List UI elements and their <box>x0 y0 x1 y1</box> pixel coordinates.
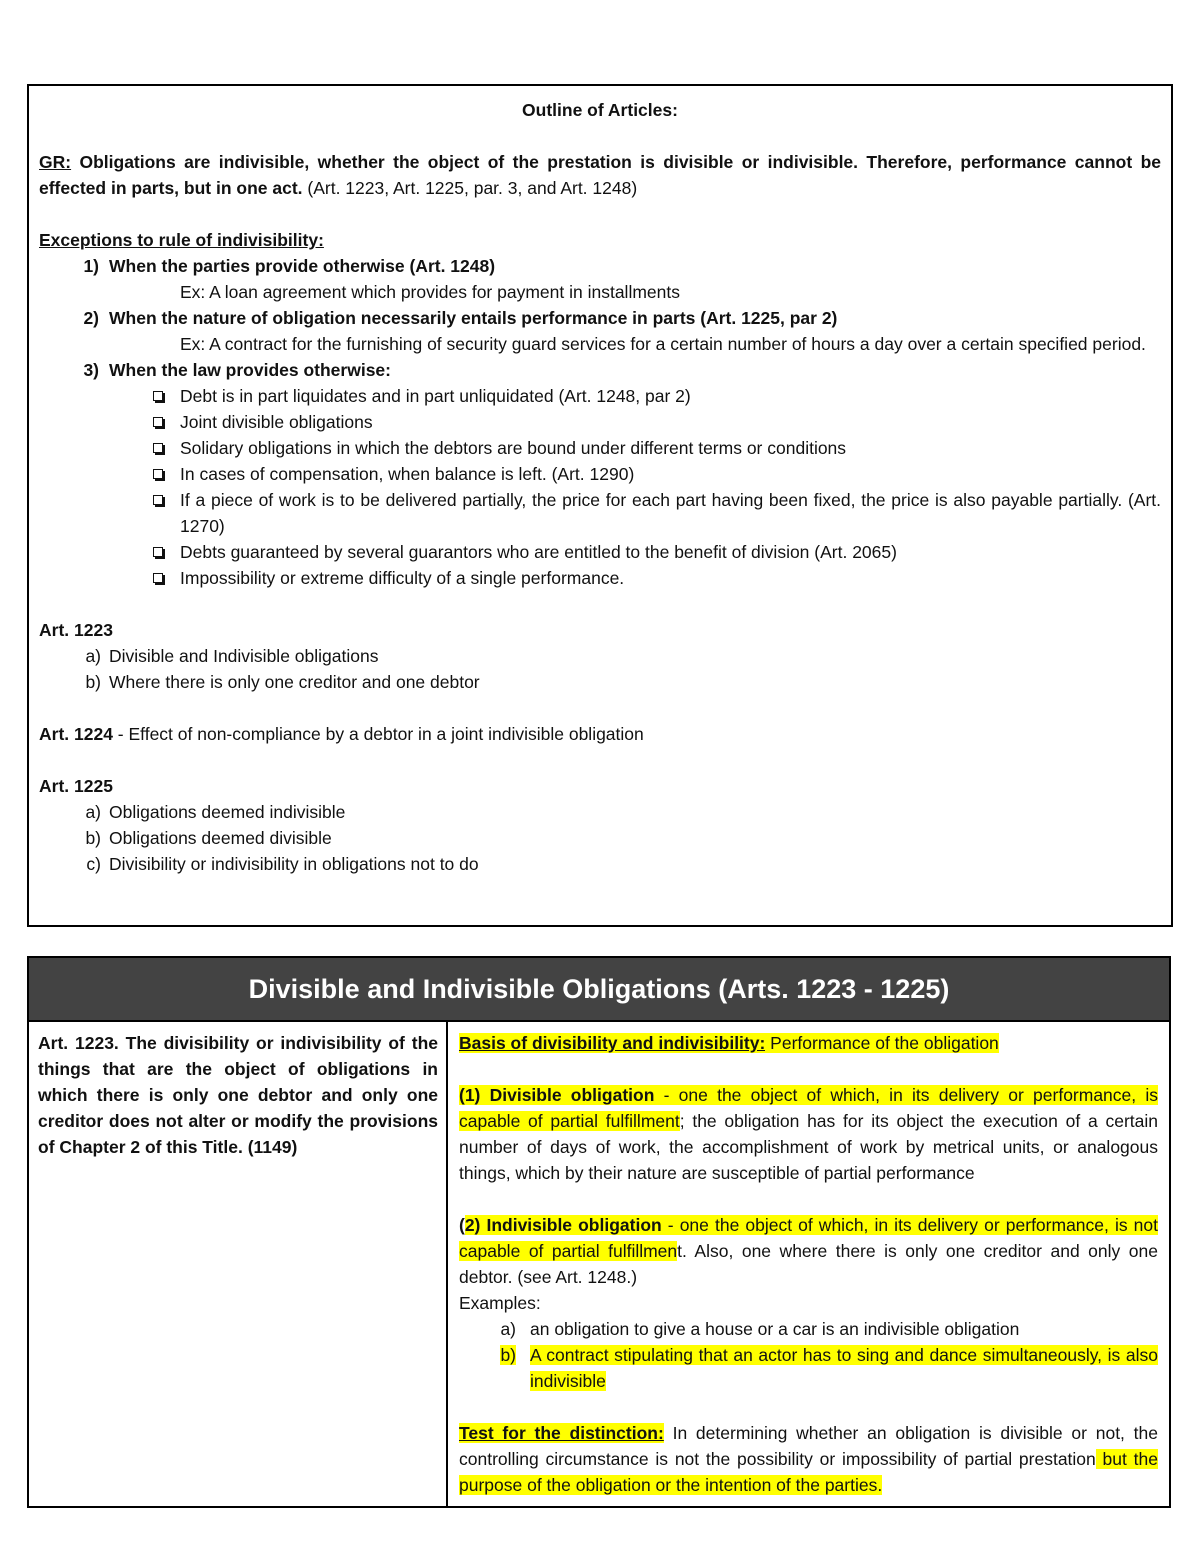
codal-provision: Art. 1223. The divisibility or indivisibility of the things that are the object of obligations in which there is only one debtor and only one creditor does not alter or modify the provisions of Chapter 2 of this Title. (1149) <box>29 1022 448 1508</box>
general-rule: GR: Obligations are indivisible, whether the object of the prestation is divisible or indivisible. Therefore, performance cannot be effected in parts, but in one act. (Art. 1223, Art. 1225, par. 3, and Art. 1248) <box>39 152 1161 198</box>
law-item: Solidary obligations in which the debtors are bound under different terms or conditions <box>39 435 1161 461</box>
example-item: a) an obligation to give a house or a car is an indivisible obligation <box>500 1319 1020 1339</box>
indivisible-definition: (2) Indivisible obligation - one the object of which, in its delivery or performance, is not capable of partial fulfillment. Also, one where there is only one creditor and only one debtor. (see Art. 1248.) <box>459 1215 1159 1287</box>
exception-example: Ex: A contract for the furnishing of security guard services for a certain number of hours a day over a certain specified period. <box>180 334 1146 354</box>
commentary <box>448 1022 1169 1508</box>
art-1225-label: Art. 1225 <box>39 776 113 796</box>
example-item: b) A contract stipulating that an actor has to sing and dance simultaneously, is also indivisible <box>500 1345 1158 1391</box>
divisible-definition: (1) Divisible obligation - one the object of which, in its delivery or performance, is capable of partial fulfillment; the obligation has for its object the execution of a certain number of days of work, the accomplishment of work by metrical units, or analogous things, which by their nature are susceptible of partial performance <box>459 1085 1158 1183</box>
law-item: Joint divisible obligations <box>39 409 1161 435</box>
checkbox-bullet-icon <box>39 461 180 487</box>
section-title: Divisible and Indivisible Obligations (Arts. 1223 - 1225) <box>29 958 1169 1022</box>
exception-item: 2) When the nature of obligation necessarily entails performance in parts (Art. 1225, par 2) <box>83 308 838 328</box>
checkbox-bullet-icon <box>39 487 180 539</box>
exceptions-heading: Exceptions to rule of indivisibility: <box>39 230 324 250</box>
section-table <box>27 956 1171 1508</box>
checkbox-bullet-icon <box>39 435 180 461</box>
examples-label: Examples: <box>459 1293 541 1313</box>
art-1224-line: Art. 1224 - Effect of non-compliance by a debtor in a joint indivisible obligation <box>39 724 644 744</box>
art-item: a) Obligations deemed indivisible <box>85 802 346 822</box>
test-distinction: Test for the distinction: In determining whether an obligation is divisible or not, the controlling circumstance is not the possibility or impossibility of partial prestation but the purpose of the obligation or the intention of the parties. <box>459 1423 1158 1495</box>
checkbox-bullet-icon <box>39 409 180 435</box>
art-item: a) Divisible and Indivisible obligations <box>85 646 379 666</box>
basis-line: Basis of divisibility and indivisibility: Performance of the obligation <box>459 1033 999 1053</box>
law-item: Debts guaranteed by several guarantors who are entitled to the benefit of division (Art. 2065) <box>39 539 1161 565</box>
checkbox-bullet-icon <box>39 565 180 591</box>
art-item: b) Obligations deemed divisible <box>85 828 332 848</box>
law-item: Debt is in part liquidates and in part unliquidated (Art. 1248, par 2) <box>39 383 1161 409</box>
art-item: c) Divisibility or indivisibility in obligations not to do <box>86 854 479 874</box>
exception-item: 3) When the law provides otherwise: <box>83 360 391 380</box>
exception-example: Ex: A loan agreement which provides for payment in installments <box>180 282 680 302</box>
art-item: b) Where there is only one creditor and one debtor <box>85 672 480 692</box>
exception-item: 1) When the parties provide otherwise (Art. 1248) <box>83 256 496 276</box>
outline-box <box>27 84 1173 927</box>
checkbox-bullet-icon <box>39 383 180 409</box>
checkbox-bullet-icon <box>39 539 180 565</box>
law-item: If a piece of work is to be delivered partially, the price for each part having been fixed, the price is also payable partially. (Art. 1270) <box>39 487 1161 539</box>
law-item: Impossibility or extreme difficulty of a single performance. <box>39 565 1161 591</box>
art-1223-label: Art. 1223 <box>39 620 113 640</box>
outline-title: Outline of Articles: <box>522 100 678 120</box>
law-item: In cases of compensation, when balance is left. (Art. 1290) <box>39 461 1161 487</box>
